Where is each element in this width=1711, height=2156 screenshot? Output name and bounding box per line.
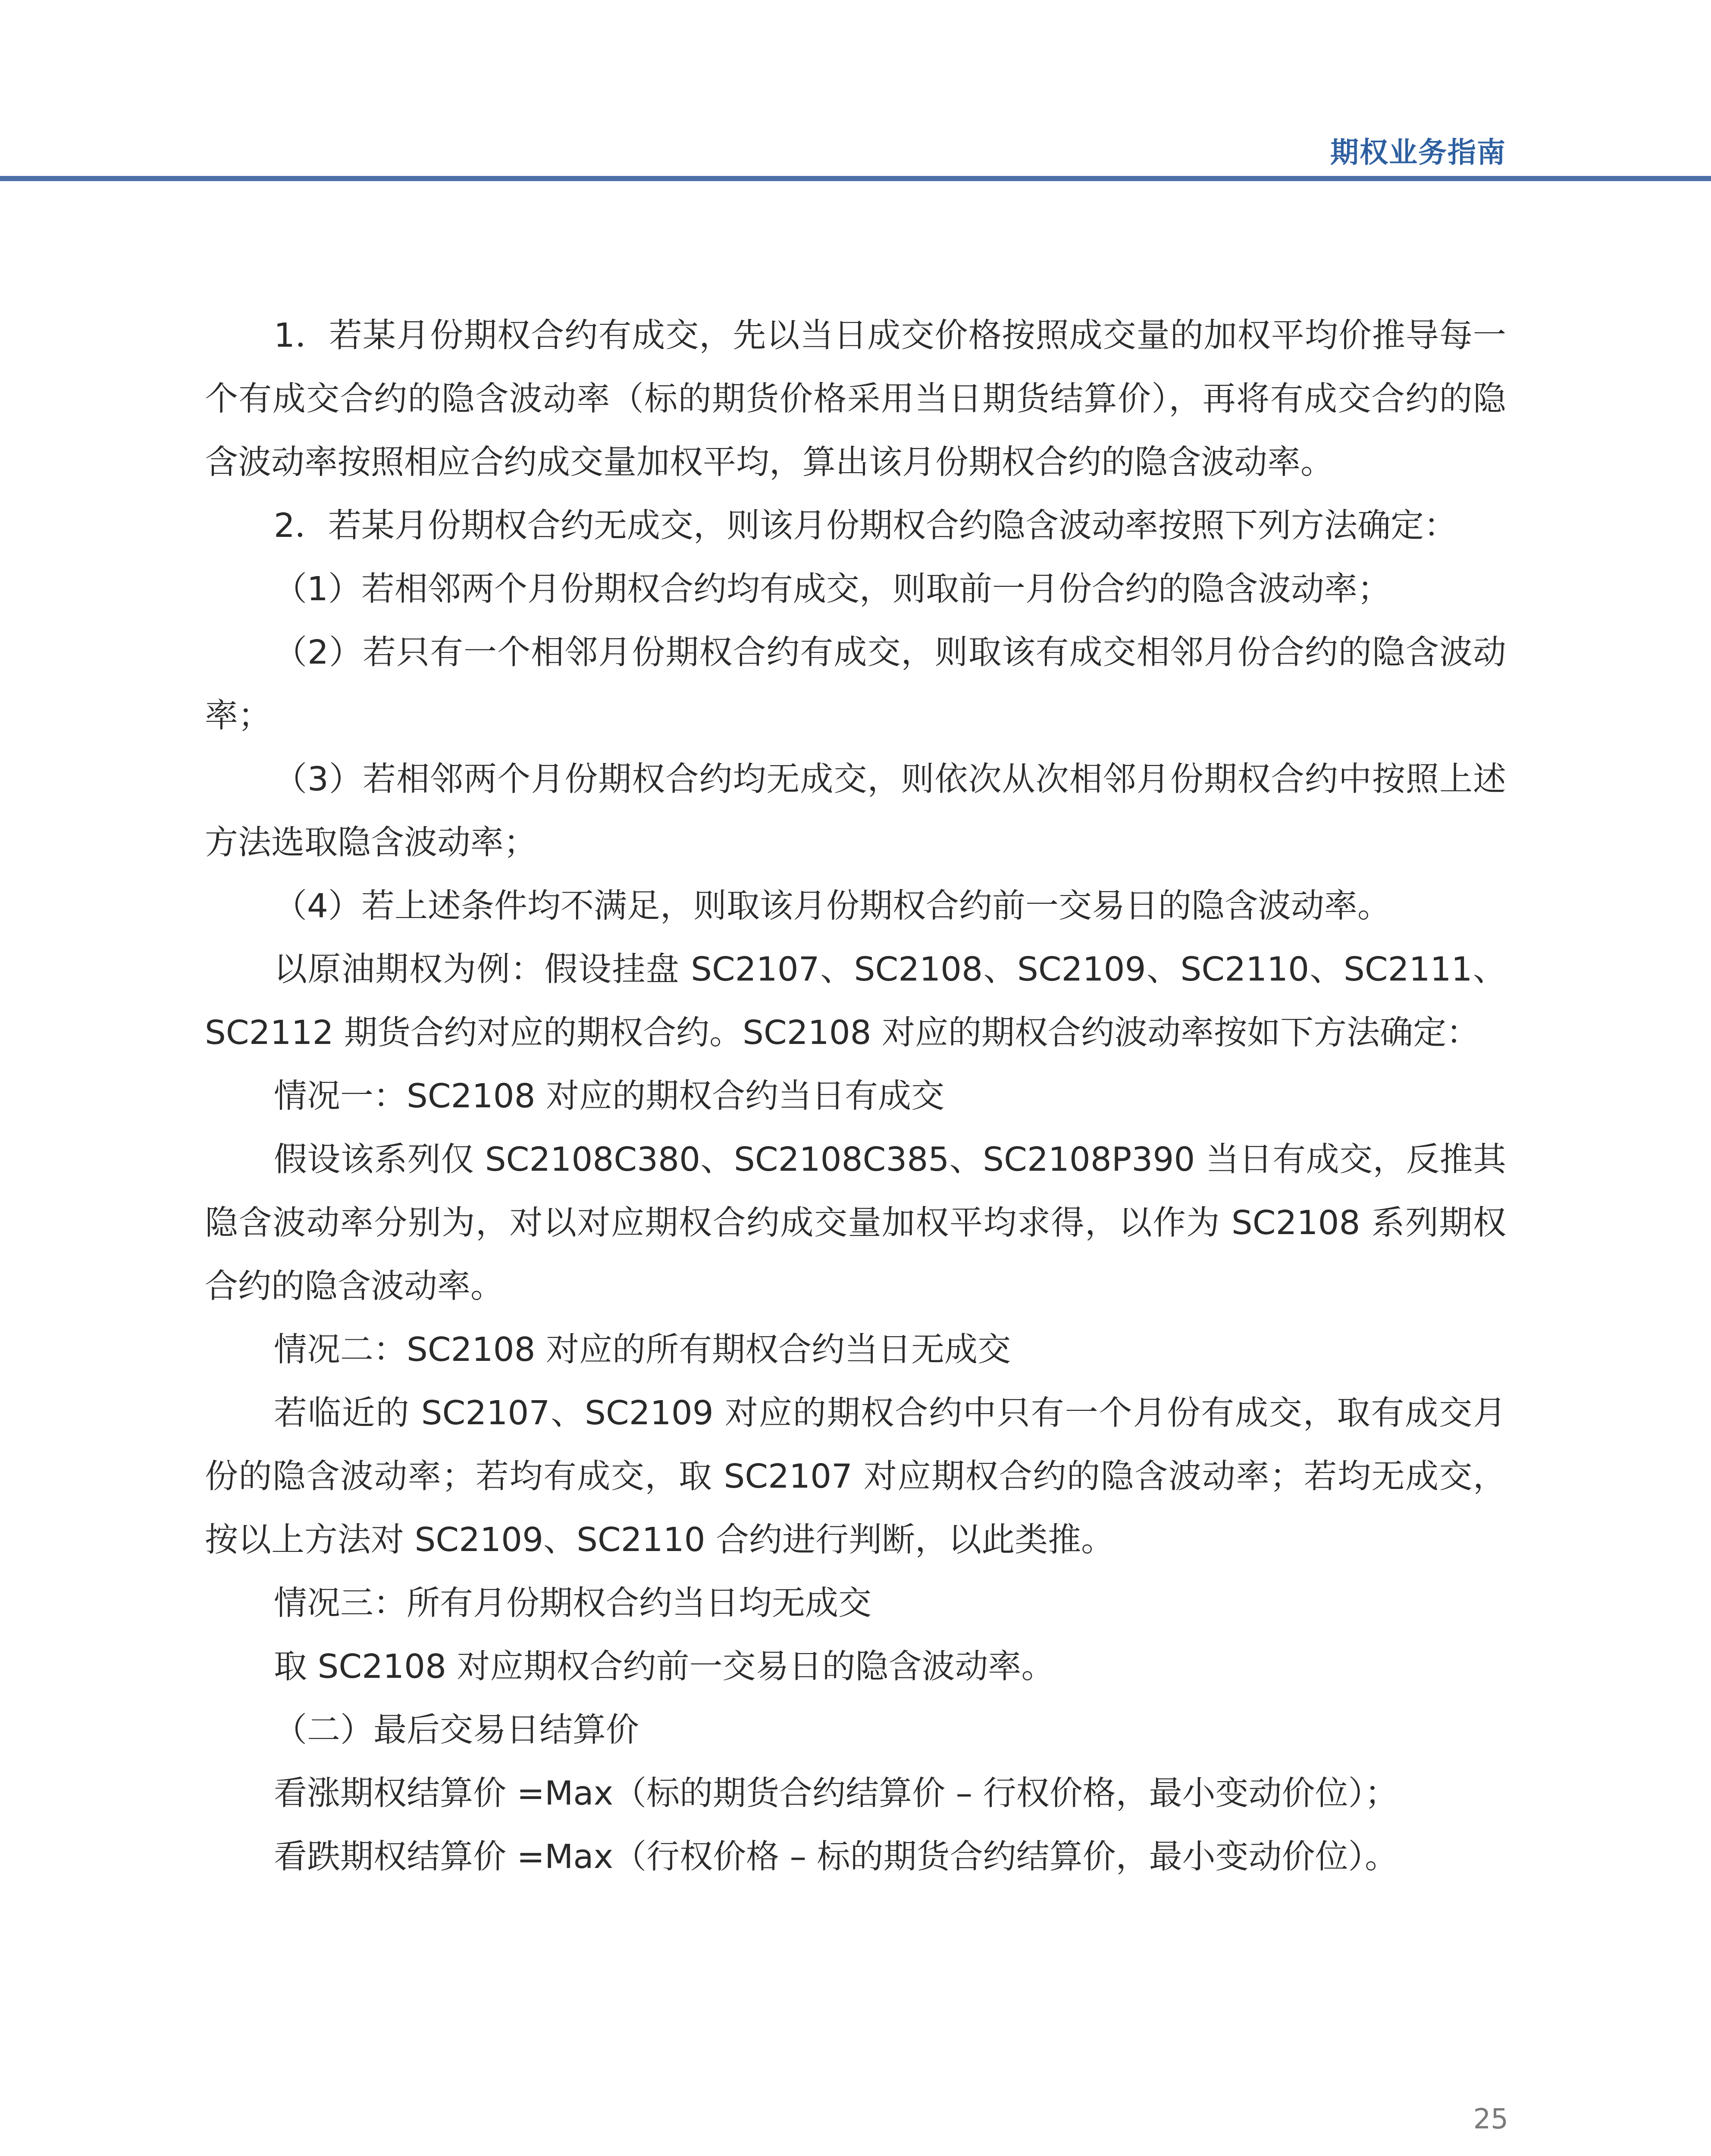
paragraph-rule-2-item-4: （4）若上述条件均不满足，则取该月份期权合约前一交易日的隐含波动率。 (274, 887, 1391, 925)
paragraph-rule-2-item-2: （2）若只有一个相邻月份期权合约有成交，则取该有成交相邻月份合约的隐含波动率； (205, 633, 1506, 735)
paragraph-case-2-body: 若临近的 SC2107、SC2109 对应的期权合约中只有一个月份有成交，取有成交月份的隐含波动率；若均有成交，取 SC2107 对应期权合约的隐含波动率；若均无成交，按以上方法对 SC2109、SC2110 合约进行判断，以此类推。 (205, 1394, 1506, 1559)
paragraph-rule-2-item-3: （3）若相邻两个月份期权合约均无成交，则依次从次相邻月份期权合约中按照上述方法选取隐含波动率； (205, 760, 1506, 862)
paragraph-case-2-heading: 情况二：SC2108 对应的所有期权合约当日无成交 (274, 1331, 1011, 1369)
paragraph-case-3-heading: 情况三：所有月份期权合约当日均无成交 (274, 1584, 871, 1623)
paragraph-rule-2-item-1: （1）若相邻两个月份期权合约均有成交，则取前一月份合约的隐含波动率； (274, 570, 1391, 608)
paragraph-case-1-body: 假设该系列仅 SC2108C380、SC2108C385、SC2108P390 当日有成交，反推其隐含波动率分别为，对以对应期权合约成交量加权平均求得，以作为 SC2108 系列期权合约的隐含波动率。 (205, 1141, 1506, 1306)
paragraph-case-1-heading: 情况一：SC2108 对应的期权合约当日有成交 (274, 1077, 945, 1116)
running-header-title: 期权业务指南 (1330, 136, 1506, 169)
formula-call-settlement: 看涨期权结算价 =Max（标的期货合约结算价 – 行权价格，最小变动价位）； (274, 1774, 1398, 1813)
header-divider (0, 176, 1711, 181)
paragraph-example-intro: 以原油期权为例：假设挂盘 SC2107、SC2108、SC2109、SC2110、SC2111、SC2112 期货合约对应的期权合约。SC2108 对应的期权合约波动率按如下方法确定： (205, 950, 1506, 1052)
document-body (205, 304, 1506, 1889)
formula-put-settlement: 看跌期权结算价 =Max（行权价格 – 标的期货合约结算价，最小变动价位）。 (274, 1838, 1398, 1876)
paragraph-case-3-body: 取 SC2108 对应期权合约前一交易日的隐含波动率。 (274, 1648, 1055, 1686)
page-number: 25 (1473, 2103, 1508, 2135)
paragraph-rule-2: 2．若某月份期权合约无成交，则该月份期权合约隐含波动率按照下列方法确定： (274, 507, 1457, 545)
paragraph-rule-1: 1．若某月份期权合约有成交，先以当日成交价格按照成交量的加权平均价推导每一个有成交合约的隐含波动率（标的期货价格采用当日期货结算价），再将有成交合约的隐含波动率按照相应合约成交量加权平均，算出该月份期权合约的隐含波动率。 (205, 317, 1506, 482)
section-heading-last-trading-day: （二）最后交易日结算价 (274, 1711, 639, 1749)
